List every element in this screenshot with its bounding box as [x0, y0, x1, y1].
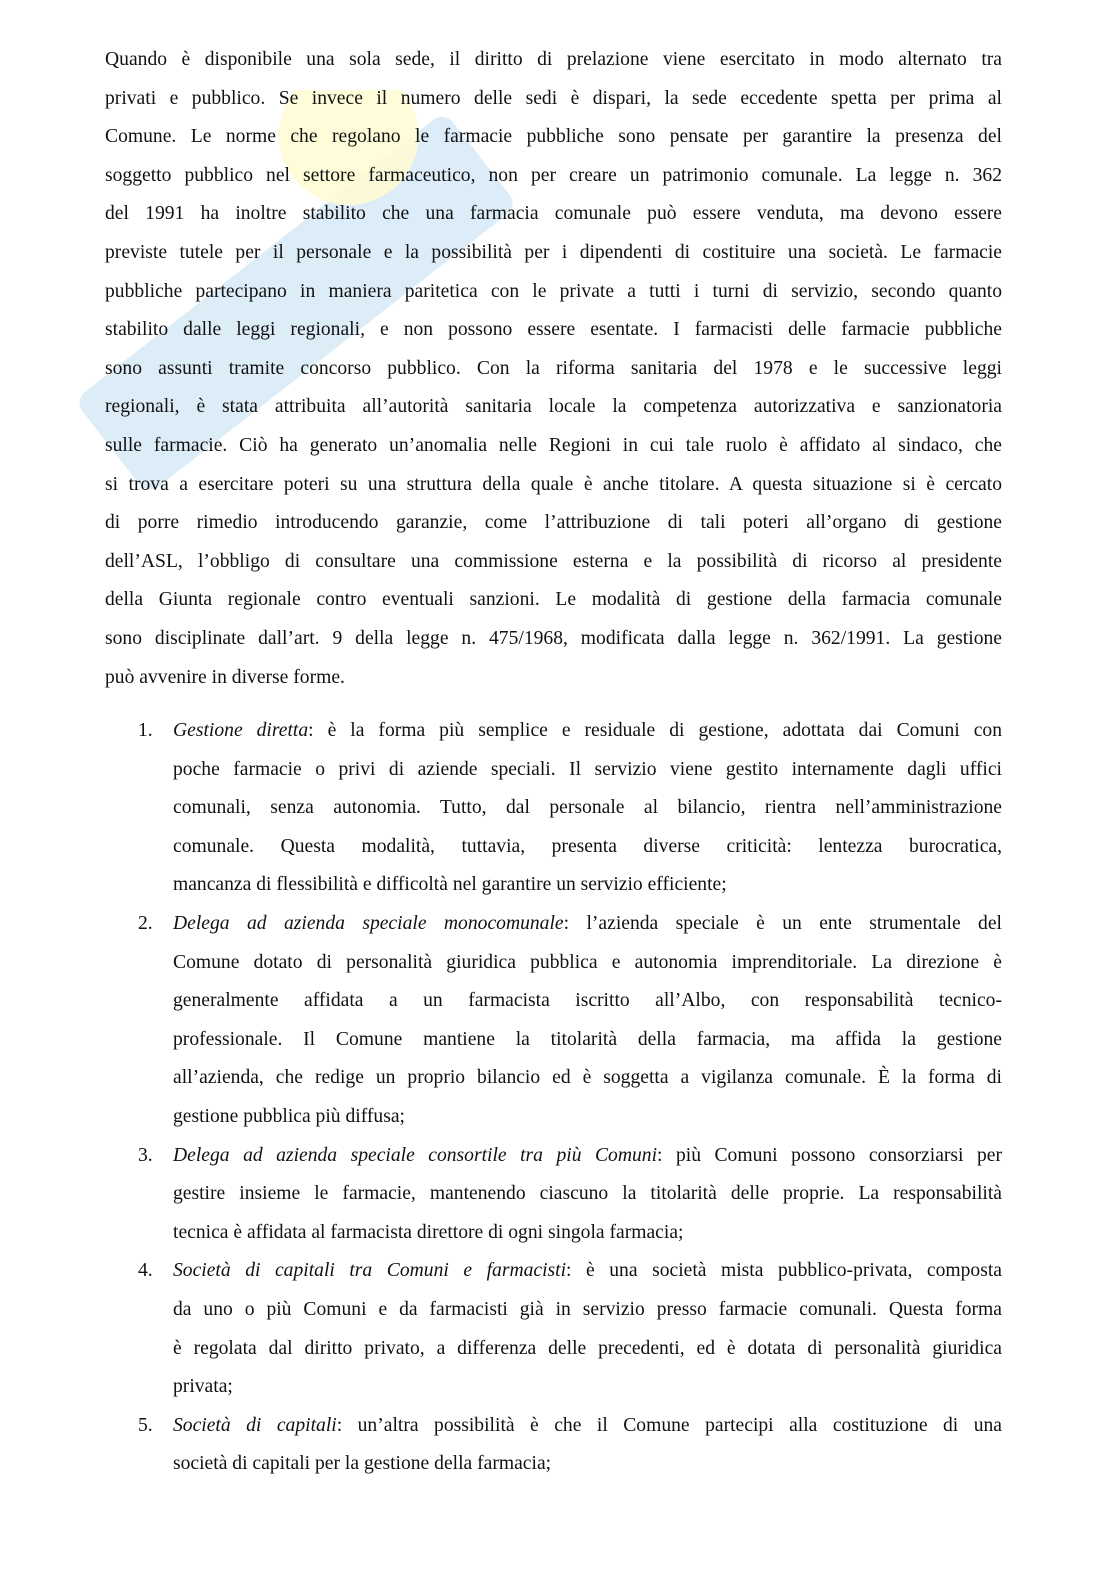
management-forms-list — [105, 712, 1002, 1484]
list-item-line: generalmente affidata a un farmacista iscritto all’Albo, con responsabilità tecnico- — [173, 990, 1002, 1012]
paragraph-line: sono disciplinate dall’art. 9 della legge n. 475/1968, modificata dalla legge n. 362/1991. La gestione — [105, 627, 1002, 649]
paragraph-line: sulle farmacie. Ciò ha generato un’anomalia nelle Regioni in cui tale ruolo è affidato al sindaco, che — [105, 434, 1002, 456]
list-item-title: Società di capitali — [173, 1414, 337, 1436]
paragraph-line: dell’ASL, l’obbligo di consultare una commissione esterna e la possibilità di ricorso al presidente — [105, 550, 1002, 572]
list-item-line: Comune dotato di personalità giuridica pubblica e autonomia imprenditoriale. La direzione è — [173, 951, 1002, 973]
list-item — [105, 1252, 1002, 1406]
list-item-text: : più Comuni possono consorziarsi per — [657, 1144, 1002, 1166]
list-item-line: mancanza di flessibilità e difficoltà nel garantire un servizio efficiente; — [173, 874, 727, 896]
list-item-line: è regolata dal diritto privato, a differenza delle precedenti, ed è dotata di personalità giuridica — [173, 1337, 1002, 1359]
body-paragraph — [105, 41, 1002, 697]
list-item-number: 5. — [138, 1414, 153, 1436]
paragraph-line: previste tutele per il personale e la possibilità per i dipendenti di costituire una società. Le farmacie — [105, 241, 1002, 263]
list-item-line: gestire insieme le farmacie, mantenendo ciascuno la titolarità delle proprie. La responsabilità — [173, 1183, 1002, 1205]
list-item-line: comunali, senza autonomia. Tutto, dal personale al bilancio, rientra nell’amministrazione — [173, 797, 1002, 819]
paragraph-line: di porre rimedio introducendo garanzie, come l’attribuzione di tali poteri all’organo di gestione — [105, 512, 1002, 534]
list-item — [105, 905, 1002, 1137]
list-item-line — [173, 712, 1002, 751]
list-item-line — [173, 1407, 1002, 1446]
list-item-line — [173, 1137, 1002, 1176]
paragraph-line: privati e pubblico. Se invece il numero delle sedi è dispari, la sede eccedente spetta per prima al — [105, 87, 1002, 109]
paragraph-line: sono assunti tramite concorso pubblico. Con la riforma sanitaria del 1978 e le successive leggi — [105, 357, 1002, 379]
list-item-text: : è una società mista pubblico-privata, composta — [566, 1260, 1002, 1282]
paragraph-line: della Giunta regionale contro eventuali sanzioni. Le modalità di gestione della farmacia comunale — [105, 589, 1002, 611]
list-item-title: Gestione diretta — [173, 720, 309, 741]
list-item-line: poche farmacie o privi di aziende speciali. Il servizio viene gestito internamente dagli uffici — [173, 758, 1002, 780]
list-item-text: : l’azienda speciale è un ente strumentale del — [563, 912, 1002, 934]
paragraph-line: pubbliche partecipano in maniera paritetica con le private a tutti i turni di servizio, secondo quanto — [105, 280, 1002, 302]
list-item-number: 4. — [138, 1260, 153, 1282]
list-item-line: all’azienda, che redige un proprio bilancio ed è soggetta a vigilanza comunale. È la forma di — [173, 1067, 1002, 1089]
list-item-number: 2. — [138, 912, 153, 934]
list-item-number: 3. — [138, 1144, 153, 1166]
paragraph-line: si trova a esercitare poteri su una struttura della quale è anche titolare. A questa situazione si è cercato — [105, 473, 1002, 495]
list-item-line: da uno o più Comuni e da farmacisti già in servizio presso farmacie comunali. Questa forma — [173, 1298, 1002, 1320]
paragraph-line: regionali, è stata attribuita all’autorità sanitaria locale la competenza autorizzativa e sanzionatoria — [105, 396, 1002, 418]
paragraph-line: può avvenire in diverse forme. — [105, 666, 345, 688]
list-item-line: società di capitali per la gestione della farmacia; — [173, 1453, 552, 1475]
list-item-line: tecnica è affidata al farmacista direttore di ogni singola farmacia; — [173, 1221, 684, 1243]
paragraph-line: Quando è disponibile una sola sede, il diritto di prelazione viene esercitato in modo alternato tra — [105, 49, 1002, 70]
list-item-line: privata; — [173, 1376, 233, 1398]
paragraph-line: Comune. Le norme che regolano le farmacie pubbliche sono pensate per garantire la presenza del — [105, 126, 1002, 148]
list-item-line: professionale. Il Comune mantiene la titolarità della farmacia, ma affida la gestione — [173, 1028, 1002, 1050]
list-item-line: gestione pubblica più diffusa; — [173, 1105, 405, 1127]
list-item-line — [173, 905, 1002, 944]
list-item-number: 1. — [138, 720, 153, 741]
paragraph-line: del 1991 ha inoltre stabilito che una farmacia comunale può essere venduta, ma devono essere — [105, 203, 1002, 225]
list-item-text: : un’altra possibilità è che il Comune partecipi alla costituzione di una — [336, 1414, 1002, 1436]
list-item-title: Società di capitali tra Comuni e farmacisti — [173, 1260, 567, 1282]
paragraph-line: stabilito dalle leggi regionali, e non possono essere esentate. I farmacisti delle farmacie pubbliche — [105, 319, 1002, 341]
list-item — [105, 1137, 1002, 1253]
list-item-text: : è la forma più semplice e residuale di gestione, adottata dai Comuni con — [308, 720, 1002, 741]
list-item-line: comunale. Questa modalità, tuttavia, presenta diverse criticità: lentezza burocratica, — [173, 835, 1002, 857]
paragraph-line: soggetto pubblico nel settore farmaceutico, non per creare un patrimonio comunale. La legge n. 362 — [105, 164, 1002, 186]
list-item — [105, 1407, 1002, 1484]
list-item-title: Delega ad azienda speciale consortile tra più Comuni — [173, 1144, 658, 1166]
list-item-title: Delega ad azienda speciale monocomunale — [173, 912, 564, 934]
list-item — [105, 712, 1002, 905]
list-item-line — [173, 1252, 1002, 1291]
